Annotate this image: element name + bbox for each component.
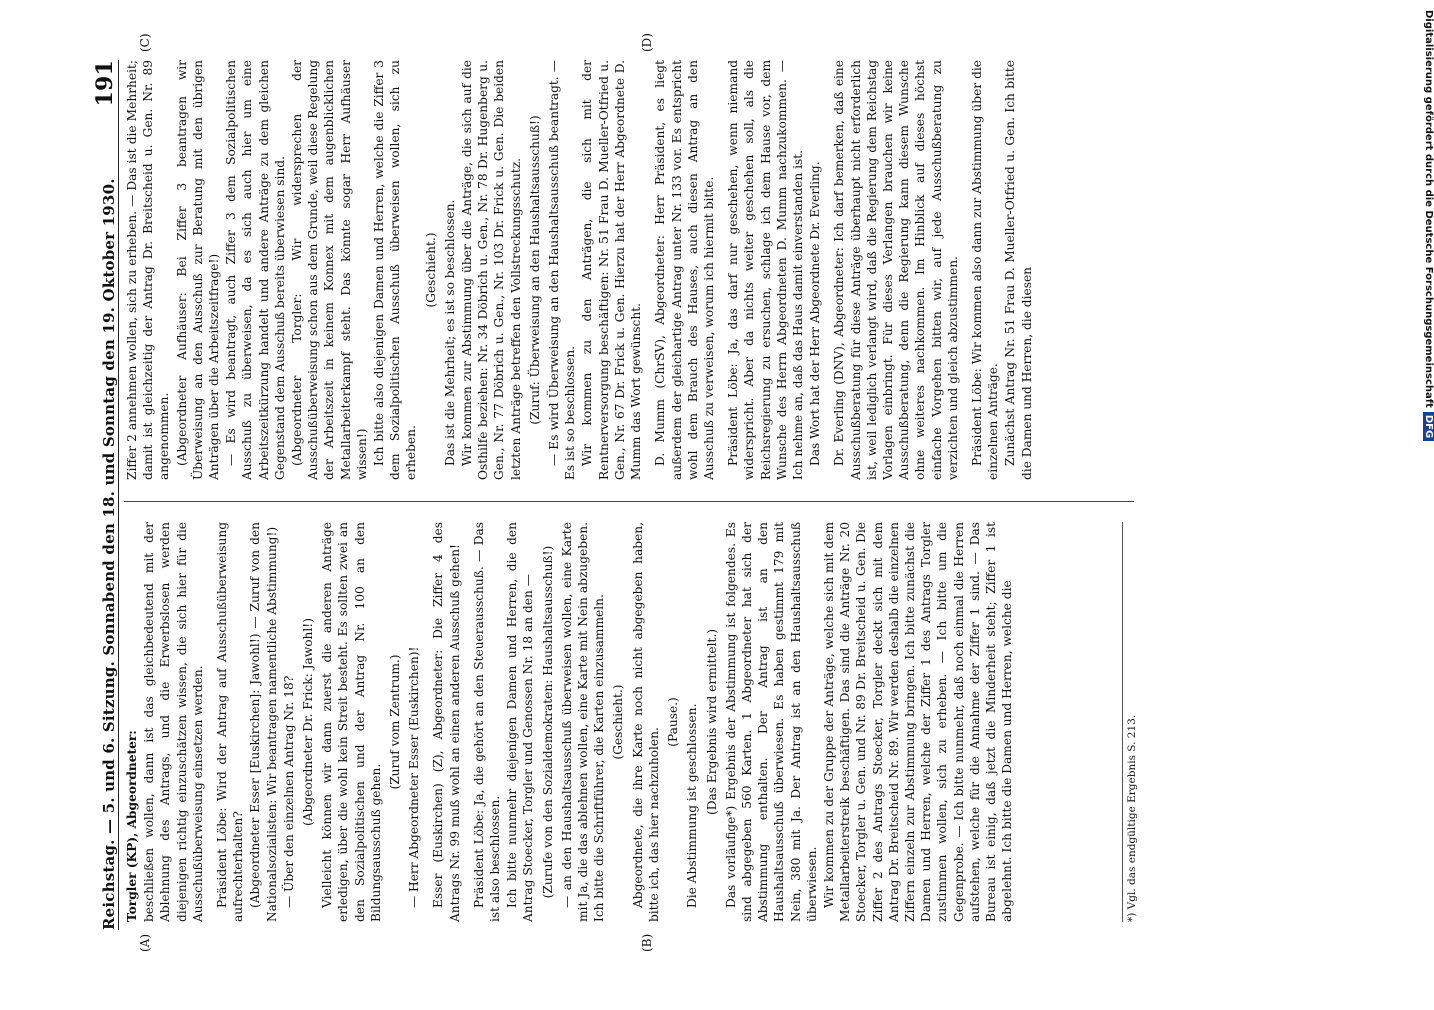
paragraph: Zunächst Antrag Nr. 51 Frau D. Mueller-Otfried u. Gen. Ich bitte die Damen und Herren, die diesen [1003, 60, 1034, 480]
paragraph: Präsident Löbe: Wir kommen also dann zur Abstimmung über die einzelnen Anträge. [969, 60, 1001, 480]
margin-mark-b: (B) [640, 933, 654, 952]
margin-mark-c: (C) [138, 33, 152, 52]
paragraph: Das ist die Mehrheit; es ist so beschlossen. [442, 199, 457, 466]
column-divider [124, 501, 1134, 502]
paragraph: Vielleicht können wir dann zuerst die anderen Anträge erledigen, über die wohl kein Streit besteht. Es sollten zwei an den Sozialpolitischen und der Antrag Nr. 100 an den Bildungsausschuß gehen. [320, 522, 383, 922]
paragraph: Wir kommen zu der Gruppe der Anträge, welche sich mit dem Metallarbeiterstreik beschäftigen. Das sind die Anträge Nr. 20 Stoecker, Torgler u. Gen. und Nr. 89 Dr. Breitscheid u. Gen. Die Ziffer 2 des Antrags Stoecker, Torgler deckt sich mit dem Antrag Dr. Breitscheid Nr. 89. Wir werden deshalb die einzelnen Ziffern einzeln zur Abstimmung bringen. Ich bitte zunächst die Damen und Herren, welche der Ziffer 1 des Antrags Torgler zustimmen wollen, sich zu erheben. — Ich bitte um die Gegenprobe. — Ich bitte nunmehr, daß noch einmal die Herren aufstehen, welche für die Annahme der Ziffer 1 sind. — Das Bureau ist einig, daß jetzt die Minderheit steht; Ziffer 1 ist abgelehnt. Ich bitte die Damen und Herren, welche die [821, 522, 1015, 922]
side-credit [1418, 0, 1434, 1000]
paragraph: Dr. Everling (DNV), Abgeordneter: Ich darf bemerken, daß eine Ausschußberatung für diese Anträge überhaupt nicht erforderlich ist, weil lediglich verlangt wird, daß die Regierung dem Reichstag Vorlagen einbringt. Für dieses Verlangen brauchen wir keine Ausschußberatung, denn die Regierung kann diesem Wunsche ohne weiteres nachkommen. Im Hinblick auf dieses höchst einfache Vorgehen bitten wir, auf jede Ausschußberatung zu verzichten und gleich abzustimmen. [832, 60, 960, 480]
paragraph: (Zurufe von den Sozialdemokraten: Haushaltsausschuß!) [540, 545, 555, 899]
page-header [84, 60, 119, 930]
paragraph: Torgler (KP), Abgeordneter: [125, 730, 139, 922]
paragraph: — Es wird beantragt, auch Ziffer 3 dem Sozialpolitischen Ausschuß zu überweisen, da es sich auch hier um eine Arbeitszeitkürzung handelt und andere Anträge zu dem gleichen Gegenstand dem Ausschuß bereits überwiesen sind. [224, 60, 287, 480]
paragraph: D. Mumm (ChrSV), Abgeordneter: Herr Präsident, es liegt außerdem der gleichartige Antrag unter Nr. 133 vor. Es entspricht wohl dem Brauch des Hauses, auch diesen Antrag an den Ausschuß zu verweisen, worum ich hiermit bitte. [653, 60, 716, 480]
margin-mark-a: (A) [138, 933, 152, 952]
side-credit-text [1418, 0, 1434, 1010]
paragraph: Präsident Löbe: Wird der Antrag auf Ausschußüberweisung aufrechterhalten? [215, 522, 246, 922]
paragraph: Das Wort hat der Herr Abgeordnete Dr. Everling. [808, 161, 823, 466]
paragraph: (Zuruf vom Zentrum.) [388, 654, 403, 790]
paragraph: (Pause.) [666, 697, 681, 747]
page-number: 191 [92, 60, 118, 107]
paragraph: Das vorläufige*) Ergebnis der Abstimmung ist folgendes. Es sind abgegeben 560 Karten. 1 Abgeordneter hat sich der Abstimmung enthalten. Der Antrag ist an den Haushaltsausschuß überwiesen. Es haben gestimmt 179 mit Nein, 380 mit Ja. Der Antrag ist an den Haushaltsausschuß überwiesen. [723, 522, 819, 922]
paragraph: Wir kommen zur Abstimmung über die Anträge, die sich auf die Osthilfe beziehen: Nr. 34 Döbrich u. Gen., Nr. 78 Dr. Hugenberg u. Gen., Nr. 77 Döbrich u. Gen., Nr. 103 Dr. Frick u. Gen. Die beiden letzten Anträge betreffen den Vollstreckungsschutz. [460, 60, 523, 480]
left-column [124, 522, 1144, 922]
paragraph: (Abgeordneter Torgler: Wir widersprechen der Ausschußüberweisung schon aus dem Grunde, weil diese Regelung der Arbeitszeit in keinem Konnex mit dem augenblicklichen Metallarbeiterkampf steht. Das könnte sogar Herr Aufhäuser wissen!) [290, 60, 369, 480]
paragraph: Präsident Löbe: Ja, die gehört an den Steuerausschuß. — Das ist also beschlossen. [471, 522, 503, 922]
paragraph: Ich bitte nunmehr diejenigen Damen und Herren, die den Antrag Stoecker, Torgler und Genossen Nr. 18 an den — [505, 522, 536, 922]
paragraph: Ziffer 2 annehmen wollen, sich zu erheben. — Das ist die Mehrheit; damit ist gleichzeitig der Antrag Dr. Breitscheid u. Gen. Nr. 89 angenommen. [125, 60, 172, 480]
paragraph: Wir kommen zu den Anträgen, die sich mit der Rentnerversorgung beschäftigen: Nr. 51 Frau D. Mueller-Otfried u. Gen., Nr. 67 Dr. Frick u. Gen. Hierzu hat der Herr Abgeordnete D. Mumm das Wort gewünscht. [580, 60, 644, 480]
paragraph: (Geschieht.) [423, 232, 438, 308]
credit-text: Digitalisierung gefördert durch die Deutsche Forschungsgemeinschaft [1423, 10, 1434, 408]
paragraph: — Über den einzelnen Antrag Nr. 18? [281, 675, 296, 908]
paragraph: — an den Haushaltsausschuß überweisen wollen, eine Karte mit Ja, die das ablehnen wollen, eine Karte mit Nein abzugeben. Ich bitte die Schriftführer, die Karten einzusammeln. [559, 522, 607, 922]
paragraph: Die Abstimmung ist geschlossen. [685, 703, 700, 908]
paragraph: (Abgeordneter Esser [Euskirchen]: Jawohl!) — Zuruf von den Nationalsozialisten: Wir beantragen namentliche Abstimmung!) [248, 522, 279, 922]
paragraph: (Geschieht.) [611, 684, 626, 760]
paragraph: (Abgeordneter Dr. Frick: Jawohl!) [301, 618, 316, 826]
footnote: *) Vgl. das endgültige Ergebnis S. 213. [1122, 522, 1138, 922]
paragraph: Esser (Euskirchen) (Z), Abgeordneter: Die Ziffer 4 des Antrags Nr. 99 muß wohl an einen anderen Ausschuß gehen! [431, 522, 462, 922]
paragraph: Präsident Löbe: Ja, das darf nur geschehen, wenn niemand widerspricht. Aber da nichts weiter geschehen soll, als die Reichsregierung zu ersuchen, schlage ich dem Hause vor, dem Wunsche des Herrn Abgeordneten D. Mumm nachzukommen. — Ich nehme an, daß das Haus damit einverstanden ist. [726, 60, 805, 480]
paragraph: (Abgeordneter Aufhäuser: Bei Ziffer 3 beantragen wir Überweisung an den Ausschuß zur Beratung mit den übrigen Anträgen über die Arbeitszeitfrage!) [174, 60, 222, 480]
paragraph: Ich bitte also diejenigen Damen und Herren, welche die Ziffer 3 dem Sozialpolitischen Ausschuß überweisen wollen, sich zu erheben. [372, 60, 419, 480]
header-title: Reichstag. — 5. und 6. Sitzung. Sonnabend den 18. und Sonntag den 19. Oktober 1930. [100, 178, 118, 930]
margin-mark-d: (D) [640, 33, 654, 52]
paragraph: (Zuruf: Überweisung an den Haushaltsausschuß!) [527, 115, 542, 425]
paragraph: — Es wird Überweisung an den Haushaltsausschuß beantragt. — Es ist so beschlossen. [547, 60, 578, 480]
paragraph: Abgeordnete, die ihre Karte noch nicht abgegeben haben, bitte ich, das hier nachzuholen. [630, 522, 661, 922]
paragraph: — Herr Abgeordneter Esser (Euskirchen)! [407, 646, 422, 908]
paragraph: beschließen wollen, dann ist das gleichbedeutend mit der Ablehnung des Antrags, und die Erwerbslosen werden diejenigen richtig einzuschätzen wissen, die sich hier für die Ausschußüberweisung einsetzen werden. [142, 522, 205, 922]
right-column [124, 60, 1144, 480]
dfg-logo: DFG [1423, 412, 1434, 441]
paragraph: (Das Ergebnis wird ermittelt.) [704, 628, 719, 816]
